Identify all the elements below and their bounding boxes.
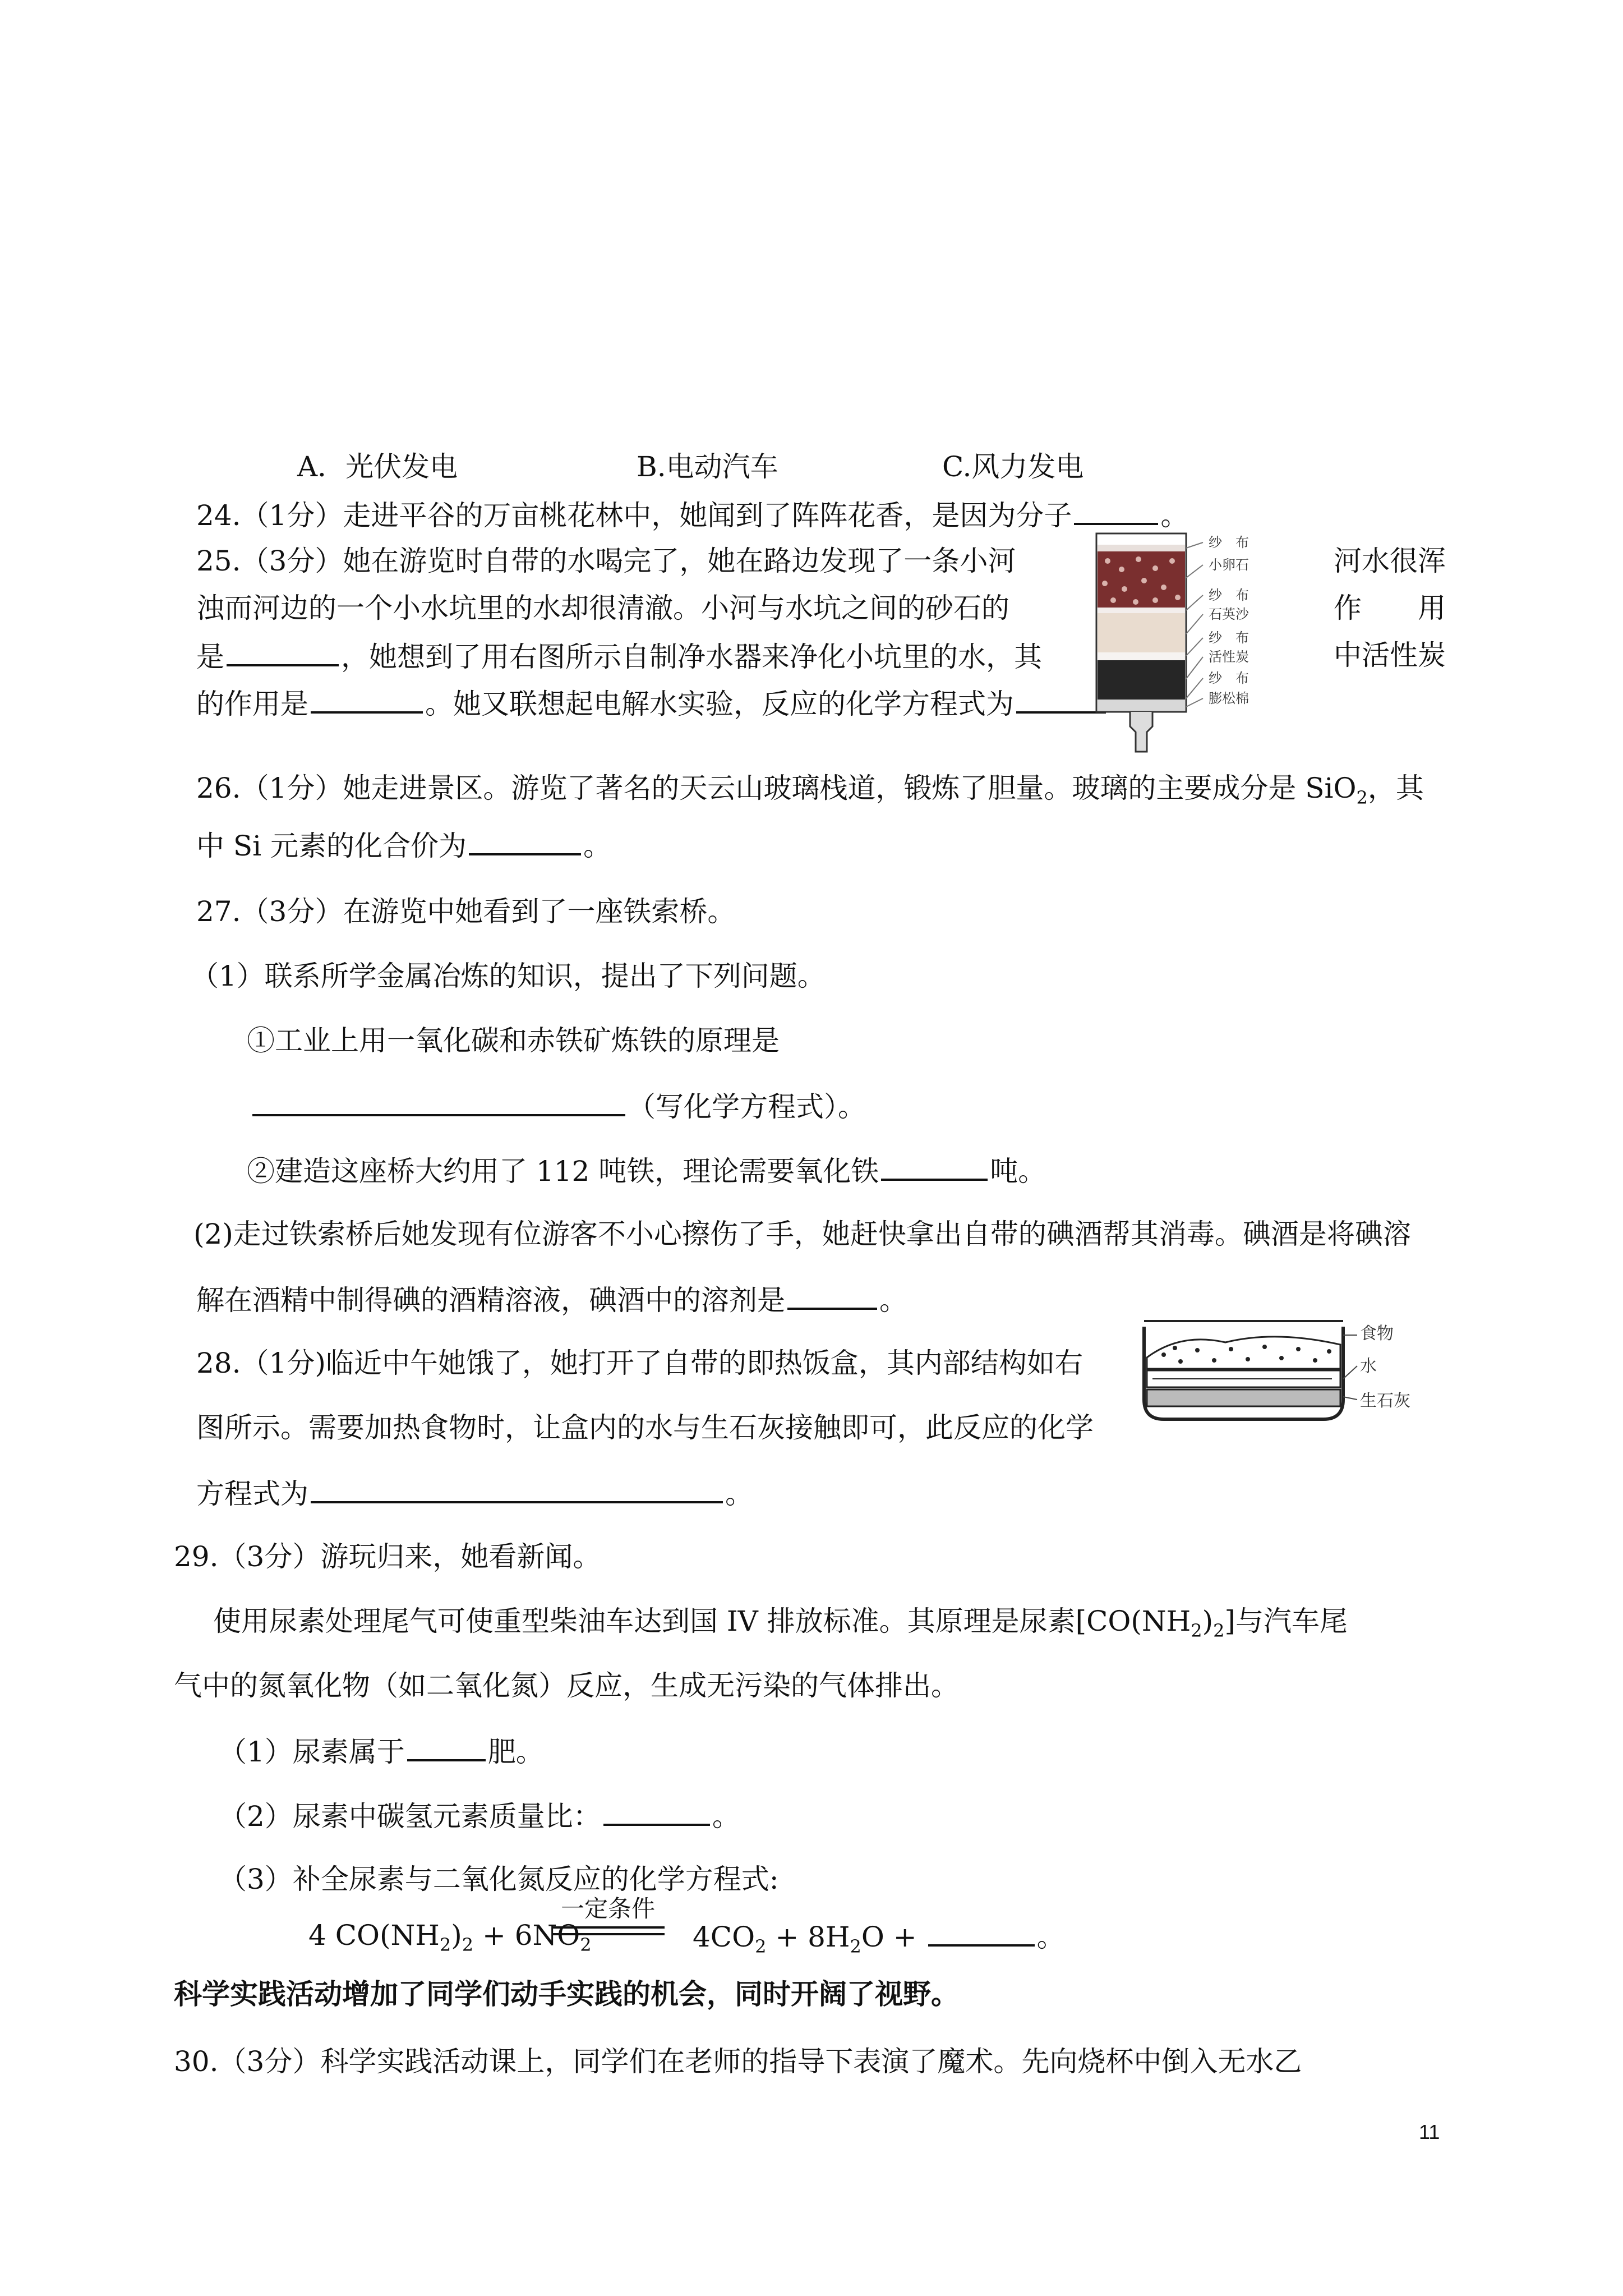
eq-sub-4: 2 [755, 1936, 767, 1957]
q25-line-1-right: 河水很浑 [1334, 545, 1446, 577]
q27-solvent-blank[interactable] [787, 1282, 877, 1310]
filter-outlet [1130, 712, 1152, 752]
filter-label-6: 活性炭 [1209, 649, 1249, 665]
q25-line-2-right: 作 用 [1334, 592, 1446, 624]
q29-sub-3-question: （3）补全尿素与二氧化氮反应的化学方程式: [219, 1863, 779, 1895]
q24-answer-blank[interactable] [1074, 497, 1158, 525]
q29-passage-line-1 [213, 1604, 1348, 1648]
q29-title: 29.（3分）游玩归来，她看新闻。 [174, 1540, 601, 1573]
eq-h2o-start: + 8H [766, 1921, 850, 1953]
quicklime-layer [1147, 1389, 1340, 1406]
eq-urea: 4 CO(NH [308, 1919, 440, 1952]
filter-label-7: 纱 布 [1209, 670, 1249, 686]
section-heading: 科学实践活动增加了同学们动手实践的机会，同时开阔了视野。 [174, 1977, 959, 2010]
q29-s2-text: （2）尿素中碳氢元素质量比： [219, 1800, 601, 1833]
q26-line-2 [196, 827, 611, 863]
q29-passage-paren: ) [1202, 1605, 1214, 1637]
gauze-layer-3 [1098, 652, 1185, 660]
lunchbox-label-water: 水 [1360, 1356, 1377, 1376]
eq-paren: ) [451, 1919, 462, 1952]
q25-line-3 [196, 638, 1042, 674]
q27-part-2-end: 。 [879, 1284, 907, 1317]
q25-carbon-function-blank[interactable] [311, 685, 423, 714]
filter-label-8: 膨松棉 [1209, 691, 1249, 706]
q27-part-1a: ①工业上用一氧化碳和赤铁矿炼铁的原理是 [247, 1024, 780, 1057]
q27-part-1a-answer [252, 1088, 866, 1124]
eq-sub-2: 2 [462, 1934, 474, 1955]
food-layer [1147, 1337, 1340, 1369]
q26-valence-blank[interactable] [469, 827, 581, 855]
q28-equation-blank[interactable] [311, 1475, 723, 1503]
q27-part-1a-end: （写化学方程式）。 [628, 1091, 866, 1123]
page-number: 11 [1419, 2120, 1440, 2143]
gauze-layer-top [1098, 545, 1185, 551]
reaction-condition-label: 一定条件 [561, 1895, 656, 1922]
q26-line-2-text: 中 Si 元素的化合价为 [196, 830, 467, 862]
lunchbox-diagram [1141, 1310, 1422, 1444]
cotton-layer [1098, 700, 1185, 711]
q25-line-4 [196, 685, 1108, 721]
filter-label-2: 小卵石 [1209, 557, 1249, 573]
q28-line-1: 28.（1分)临近中午她饿了，她打开了自带的即热饭盒，其内部结构如右 [196, 1347, 1083, 1379]
q27-title: 27.（3分）在游览中她看到了一座铁索桥。 [196, 895, 736, 928]
q29-sub-2-question [219, 1798, 740, 1833]
q29-s2-end: 。 [712, 1800, 740, 1833]
q29-passage-line-2: 气中的氮氧化物（如二氧化氮）反应，生成无污染的气体排出。 [174, 1669, 959, 1702]
q27-iron-equation-blank[interactable] [252, 1088, 625, 1116]
eq-sub-1: 2 [439, 1934, 451, 1955]
filter-label-4: 石英沙 [1209, 606, 1249, 622]
q27-part-1b [247, 1153, 1046, 1188]
eq-h2o-end: O + [861, 1921, 926, 1953]
eq-co2: 4CO [693, 1921, 755, 1953]
filter-label-5: 纱 布 [1209, 630, 1249, 646]
q29-passage-end: ]与汽车尾 [1224, 1605, 1348, 1637]
q29-s1-end: 肥。 [487, 1736, 544, 1768]
q25-line-3-right: 中活性炭 [1334, 639, 1446, 671]
q23-option-a: A．光伏发电 [297, 450, 458, 483]
q23-option-b: B.电动汽车 [637, 450, 778, 483]
filter-label-1: 纱 布 [1209, 535, 1249, 550]
q29-fertilizer-blank[interactable] [407, 1733, 486, 1761]
q27-part-2-line-2 [196, 1282, 907, 1317]
pebble-layer [1098, 551, 1185, 608]
eq-end: 。 [1036, 1921, 1065, 1953]
q26-line-1 [196, 771, 1424, 815]
question-30: 30.（3分）科学实践活动课上，同学们在老师的指导下表演了魔术。先向烧杯中倒入无水乙 [174, 2045, 1302, 2078]
q25-line-4-middle: 。她又联想起电解水实验，反应的化学方程式为 [425, 688, 1014, 720]
q29-equation-products [693, 1918, 1065, 1963]
quartz-sand-layer [1098, 613, 1185, 652]
q23-option-c: C.风力发电 [942, 450, 1084, 483]
q29-sub-2: 2 [1213, 1620, 1225, 1641]
q26-line-1-end: ，其 [1367, 772, 1424, 804]
q26-line-2-end: 。 [583, 830, 612, 862]
q29-s1-text: （1）尿素属于 [219, 1736, 405, 1768]
q27-part-1b-end: 吨。 [990, 1155, 1046, 1188]
q27-part-2-line-1: (2)走过铁索桥后她发现有位游客不小心擦伤了手，她赶快拿出自带的碘酒帮其消毒。碘酒是将碘溶 [193, 1218, 1411, 1250]
eq-no2: + 6NO [473, 1919, 580, 1952]
eq-sub-3: 2 [580, 1934, 592, 1955]
q28-line-3-end: 。 [725, 1478, 753, 1510]
q29-mass-ratio-blank[interactable] [603, 1798, 710, 1826]
q24-text: 24.（1分）走进平谷的万亩桃花林中，她闻到了阵阵花香，是因为分子 [196, 499, 1072, 532]
q25-line-4-start: 的作用是 [196, 688, 308, 720]
q25-line-1: 25.（3分）她在游览时自带的水喝完了，她在路边发现了一条小河 [196, 545, 1016, 577]
q29-passage-text: 使用尿素处理尾气可使重型柴油车达到国 IV 排放标准。其原理是尿素[CO(NH [213, 1605, 1191, 1637]
q26-sio2-subscript: 2 [1356, 787, 1368, 808]
water-filter-diagram [1091, 530, 1343, 766]
q29-sub-1: 2 [1191, 1620, 1202, 1641]
q29-equation [308, 1918, 592, 1962]
lunchbox-label-food: 食物 [1360, 1324, 1394, 1343]
q26-line-1-text: 26.（1分）她走进景区。游览了著名的天云山玻璃栈道，锻炼了胆量。玻璃的主要成分是 SiO [196, 772, 1357, 804]
eq-sub-5: 2 [850, 1936, 861, 1957]
q25-line-3-middle: ，她想到了用右图所示自制净水器来净化小坑里的水，其 [341, 641, 1042, 673]
q24-end: 。 [1160, 499, 1189, 532]
activated-carbon-layer [1098, 660, 1185, 700]
q27-part-1b-text: ②建造这座桥大约用了 112 吨铁，理论需要氧化铁 [247, 1155, 879, 1188]
q25-line-3-start: 是 [196, 641, 224, 673]
filter-label-3: 纱 布 [1209, 587, 1249, 603]
gauze-layer-2 [1098, 608, 1185, 613]
q25-line-2: 浊而河边的一个小水坑里的水却很清澈。小河与水坑之间的砂石的 [196, 592, 1009, 624]
q28-line-2: 图所示。需要加热食物时，让盒内的水与生石灰接触即可，此反应的化学 [196, 1411, 1094, 1444]
question-24 [196, 497, 1188, 532]
q28-line-3-text: 方程式为 [196, 1478, 308, 1510]
q29-product-blank[interactable] [928, 1918, 1035, 1947]
q29-sub-1-question [219, 1733, 544, 1769]
q25-sand-function-blank[interactable] [227, 638, 339, 666]
q27-iron-oxide-mass-blank[interactable] [881, 1153, 988, 1181]
q27-part-1: （1）联系所学金属冶炼的知识，提出了下列问题。 [191, 960, 826, 992]
q27-part-2-text: 解在酒精中制得碘的酒精溶液，碘酒中的溶剂是 [196, 1284, 785, 1317]
q28-line-3 [196, 1475, 753, 1511]
lunchbox-label-quicklime: 生石灰 [1360, 1391, 1410, 1411]
reaction-equals-sign [552, 1923, 665, 1940]
